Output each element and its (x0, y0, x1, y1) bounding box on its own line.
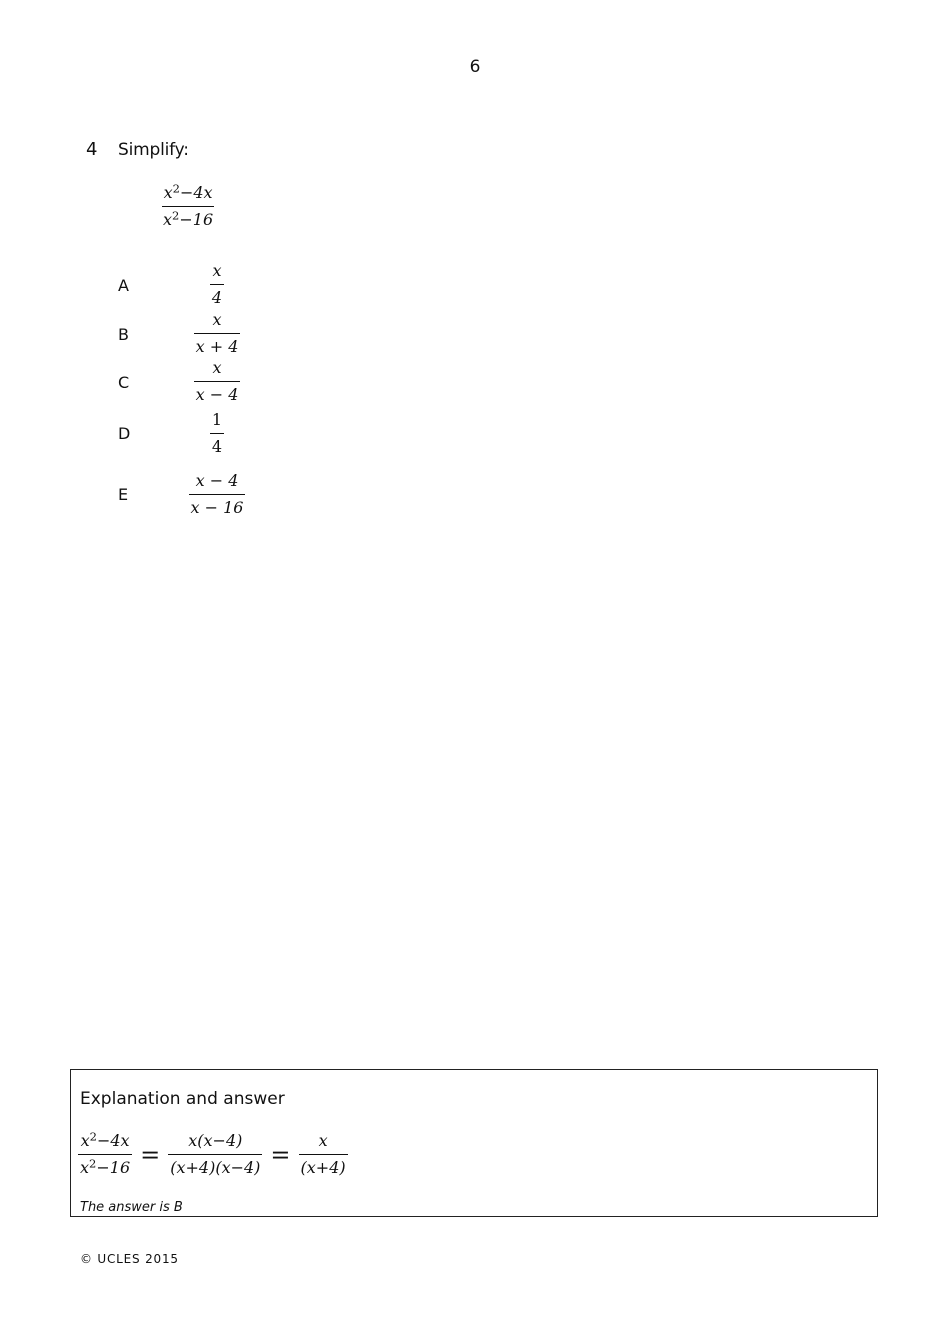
expression-numerator: $x^2-4x$ (163, 181, 213, 202)
copyright-footer: © UCLES 2015 (80, 1252, 179, 1266)
working-step-2: $\frac{x(x-4)}{(x+4)(x-4)}$ (170, 1131, 261, 1177)
option-e-letter: E (118, 485, 129, 504)
option-a-expression: $\frac{x}{4}$ (211, 261, 223, 307)
question-number: 4 (86, 139, 98, 160)
option-b-letter: B (118, 325, 129, 344)
working-step-1: $\frac{x^2-4x}{x^2-16}$ (80, 1129, 131, 1177)
page-number: 6 (469, 57, 481, 77)
equals-sign: = (270, 1140, 291, 1169)
explanation-title: Explanation and answer (80, 1089, 285, 1109)
working-step-3: $\frac{x}{(x+4)}$ (300, 1131, 346, 1177)
explanation-working (78, 1129, 348, 1177)
expression-denominator: $x^2-16$ (162, 206, 214, 228)
question-prompt: Simplify: (118, 140, 189, 160)
option-e-expression: $\frac{x - 4}{x - 16}$ (190, 471, 244, 517)
question-expression (162, 183, 214, 228)
option-c-letter: C (118, 373, 130, 392)
option-d-expression: $\frac{1}{4}$ (211, 410, 223, 456)
answer-statement: The answer is B (80, 1200, 183, 1215)
equals-sign: = (140, 1140, 161, 1169)
option-d-letter: D (118, 424, 131, 443)
option-a-letter: A (118, 276, 129, 295)
option-b-expression: $\frac{x}{x + 4}$ (195, 310, 239, 356)
option-c-expression: $\frac{x}{x - 4}$ (195, 358, 239, 404)
